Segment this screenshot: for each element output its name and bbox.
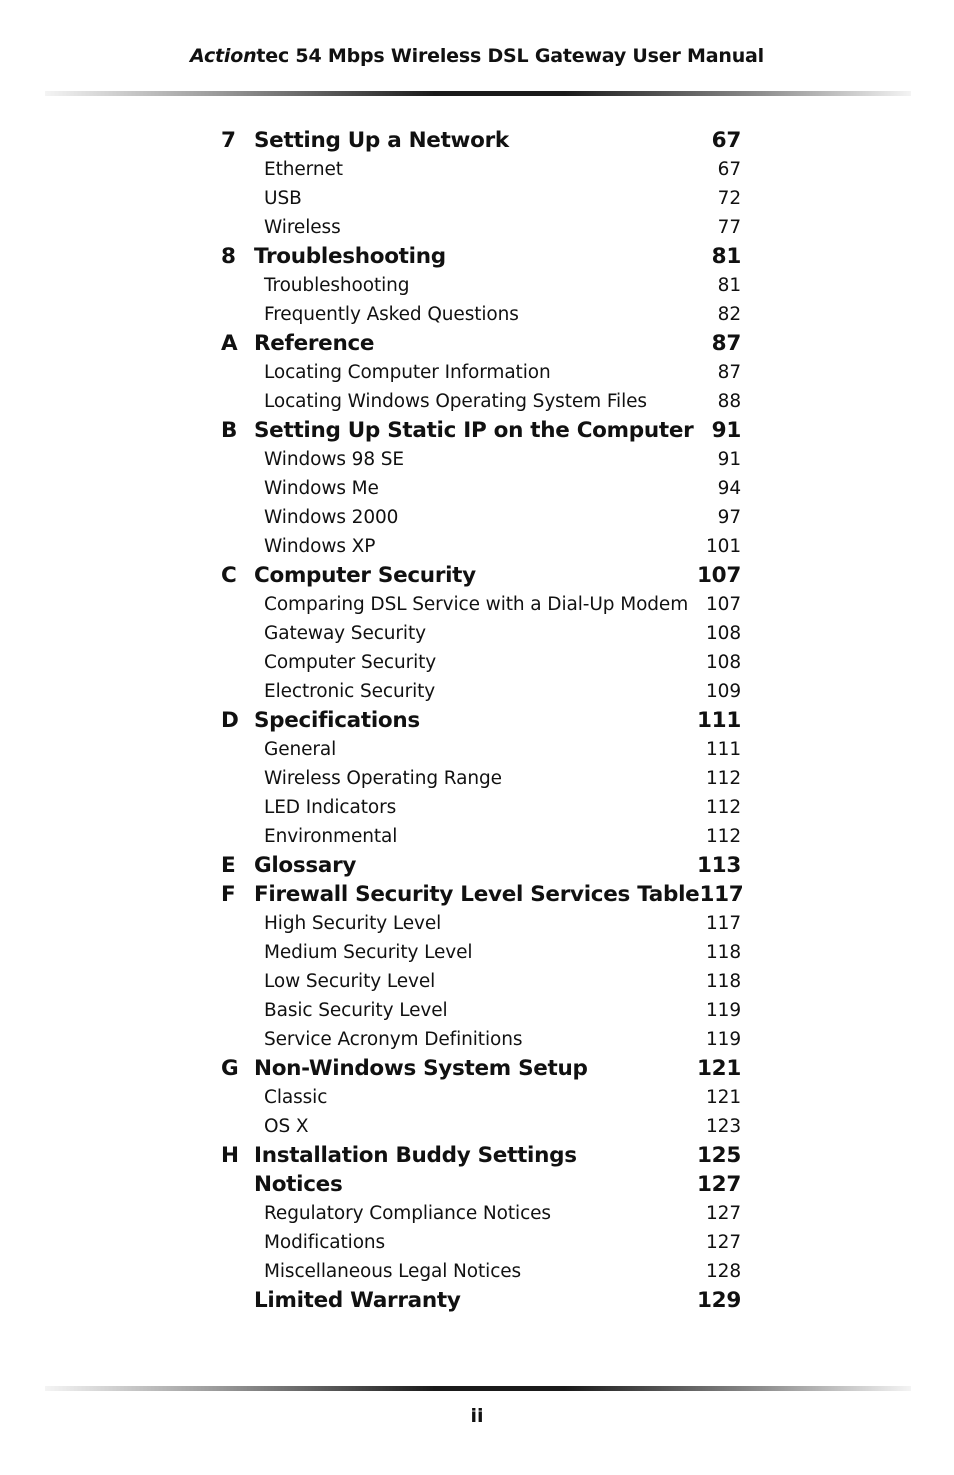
toc-page-number: 67 [711,128,741,153]
toc-entry-title: Classic [264,1087,328,1108]
toc-entry-title: High Security Level [264,913,442,934]
toc-section-row[interactable] [221,358,741,387]
toc-entry-title: Medium Security Level [264,942,473,963]
toc-chapter-row[interactable] [221,706,741,735]
toc-entry-title: Ethernet [264,159,343,180]
toc-page-number: 81 [717,275,741,296]
toc-section-row[interactable] [221,1025,741,1054]
toc-page-number: 119 [705,1029,741,1050]
toc-entry-title: Setting Up a Network [254,128,509,153]
toc-chapter-letter: B [221,418,238,443]
toc-entry-title: LED Indicators [264,797,397,818]
toc-chapter-row[interactable] [221,1054,741,1083]
toc-chapter-row[interactable] [221,242,741,271]
page-number: ii [470,1405,484,1427]
toc-section-row[interactable] [221,822,741,851]
toc-page-number: 112 [705,797,741,818]
toc-chapter-letter: A [221,331,238,356]
toc-section-row[interactable] [221,532,741,561]
toc-page-number: 87 [717,362,741,383]
toc-chapter-row[interactable] [221,329,741,358]
toc-section-row[interactable] [221,1257,741,1286]
toc-section-row[interactable] [221,909,741,938]
toc-chapter-letter: 8 [221,244,236,269]
toc-page-number: 127 [705,1232,741,1253]
toc-section-row[interactable] [221,619,741,648]
toc-page-number: 107 [697,563,741,588]
toc-page-number: 117 [699,882,744,907]
table-of-contents [221,126,744,1315]
toc-page-number: 91 [717,449,741,470]
toc-entry-title: Windows 98 SE [264,449,405,470]
header-title-text: tec 54 Mbps Wireless DSL Gateway User Manual [256,45,764,67]
toc-chapter-row[interactable] [221,416,741,445]
toc-entry-title: Reference [254,331,375,356]
toc-section-row[interactable] [221,300,741,329]
toc-section-row[interactable] [221,793,741,822]
toc-section-row[interactable] [221,735,741,764]
toc-entry-title: Service Acronym Definitions [264,1029,523,1050]
toc-page-number: 97 [717,507,741,528]
footer-rule [45,1386,911,1391]
toc-entry-title: Comparing DSL Service with a Dial-Up Modem [264,594,689,615]
toc-entry-title: Modifications [264,1232,386,1253]
toc-entry-title: Specifications [254,708,420,733]
toc-entry-title: Gateway Security [264,623,426,644]
toc-page-number: 113 [697,853,741,878]
toc-page-number: 118 [705,942,741,963]
toc-page-number: 127 [705,1203,741,1224]
toc-section-row[interactable] [221,1083,741,1112]
toc-section-row[interactable] [221,648,741,677]
toc-section-row[interactable] [221,1112,741,1141]
toc-chapter-letter: F [221,882,236,907]
toc-entry-title: Installation Buddy Settings [254,1143,577,1168]
toc-entry-title: Electronic Security [264,681,436,702]
toc-page-number: 72 [717,188,741,209]
toc-section-row[interactable] [221,503,741,532]
toc-chapter-row[interactable] [221,880,744,909]
toc-page-number: 112 [705,768,741,789]
toc-section-row[interactable] [221,387,741,416]
toc-entry-title: Regulatory Compliance Notices [264,1203,551,1224]
toc-section-row[interactable] [221,938,741,967]
toc-page-number: 112 [705,826,741,847]
toc-section-row[interactable] [221,184,741,213]
toc-section-row[interactable] [221,996,741,1025]
toc-entry-title: Troubleshooting [264,275,410,296]
toc-entry-title: Windows Me [264,478,379,499]
toc-entry-title: Setting Up Static IP on the Computer [254,418,694,443]
toc-page-number: 108 [705,623,741,644]
toc-entry-title: Windows 2000 [264,507,399,528]
toc-entry-title: Windows XP [264,536,376,557]
toc-entry-title: Miscellaneous Legal Notices [264,1261,522,1282]
toc-page-number: 129 [697,1288,741,1313]
toc-page-number: 87 [711,331,741,356]
toc-entry-title: Computer Security [264,652,437,673]
toc-chapter-letter: C [221,563,237,588]
toc-page-number: 88 [717,391,741,412]
toc-entry-title: Non-Windows System Setup [254,1056,588,1081]
toc-page-number: 77 [717,217,741,238]
toc-section-row[interactable] [221,677,741,706]
toc-entry-title: Notices [254,1172,343,1197]
toc-page-number: 127 [697,1172,741,1197]
toc-chapter-row[interactable] [221,561,741,590]
toc-section-row[interactable] [221,1228,741,1257]
toc-page-number: 91 [711,418,741,443]
toc-page-number: 108 [705,652,741,673]
toc-section-row[interactable] [221,474,741,503]
toc-chapter-letter: E [221,853,236,878]
toc-page-number: 67 [717,159,741,180]
toc-entry-title: Frequently Asked Questions [264,304,519,325]
toc-entry-title: General [264,739,337,760]
toc-entry-title: OS X [264,1116,309,1137]
toc-section-row[interactable] [221,271,741,300]
toc-page-number: 119 [705,1000,741,1021]
toc-entry-title: Basic Security Level [264,1000,448,1021]
toc-entry-title: Locating Computer Information [264,362,551,383]
toc-chapter-letter: D [221,708,239,733]
toc-entry-title: Low Security Level [264,971,436,992]
toc-page-number: 125 [697,1143,741,1168]
toc-page-number: 101 [705,536,741,557]
toc-chapter-row[interactable] [221,1286,741,1315]
toc-entry-title: Computer Security [254,563,476,588]
toc-page-number: 81 [711,244,741,269]
toc-page-number: 109 [705,681,741,702]
toc-page-number: 107 [705,594,741,615]
toc-page-number: 118 [705,971,741,992]
toc-entry-title: Environmental [264,826,398,847]
toc-chapter-row[interactable] [221,851,741,880]
toc-page-number: 121 [697,1056,741,1081]
brand-name-italic: Action [190,45,257,67]
toc-section-row[interactable] [221,590,741,619]
toc-chapter-letter: 7 [221,128,236,153]
toc-chapter-row[interactable] [221,1141,741,1170]
toc-entry-title: Locating Windows Operating System Files [264,391,647,412]
toc-entry-title: Troubleshooting [254,244,446,269]
toc-entry-title: Glossary [254,853,357,878]
toc-section-row[interactable] [221,967,741,996]
toc-section-row[interactable] [221,445,741,474]
toc-section-row[interactable] [221,1199,741,1228]
toc-chapter-row[interactable] [221,1170,741,1199]
toc-section-row[interactable] [221,213,741,242]
toc-page-number: 123 [705,1116,741,1137]
toc-section-row[interactable] [221,764,741,793]
toc-page-number: 128 [705,1261,741,1282]
toc-chapter-row[interactable] [221,126,741,155]
toc-chapter-letter: H [221,1143,239,1168]
toc-page-number: 111 [705,739,741,760]
running-header [0,45,954,67]
toc-page-number: 82 [717,304,741,325]
toc-section-row[interactable] [221,155,741,184]
toc-entry-title: USB [264,188,302,209]
toc-page-number: 117 [705,913,741,934]
toc-entry-title: Firewall Security Level Services Table [254,882,700,907]
toc-page-number: 111 [697,708,741,733]
toc-entry-title: Wireless [264,217,341,238]
header-rule [45,91,911,96]
toc-page-number: 94 [717,478,741,499]
toc-entry-title: Limited Warranty [254,1288,461,1313]
toc-page-number: 121 [705,1087,741,1108]
toc-entry-title: Wireless Operating Range [264,768,502,789]
toc-chapter-letter: G [221,1056,239,1081]
